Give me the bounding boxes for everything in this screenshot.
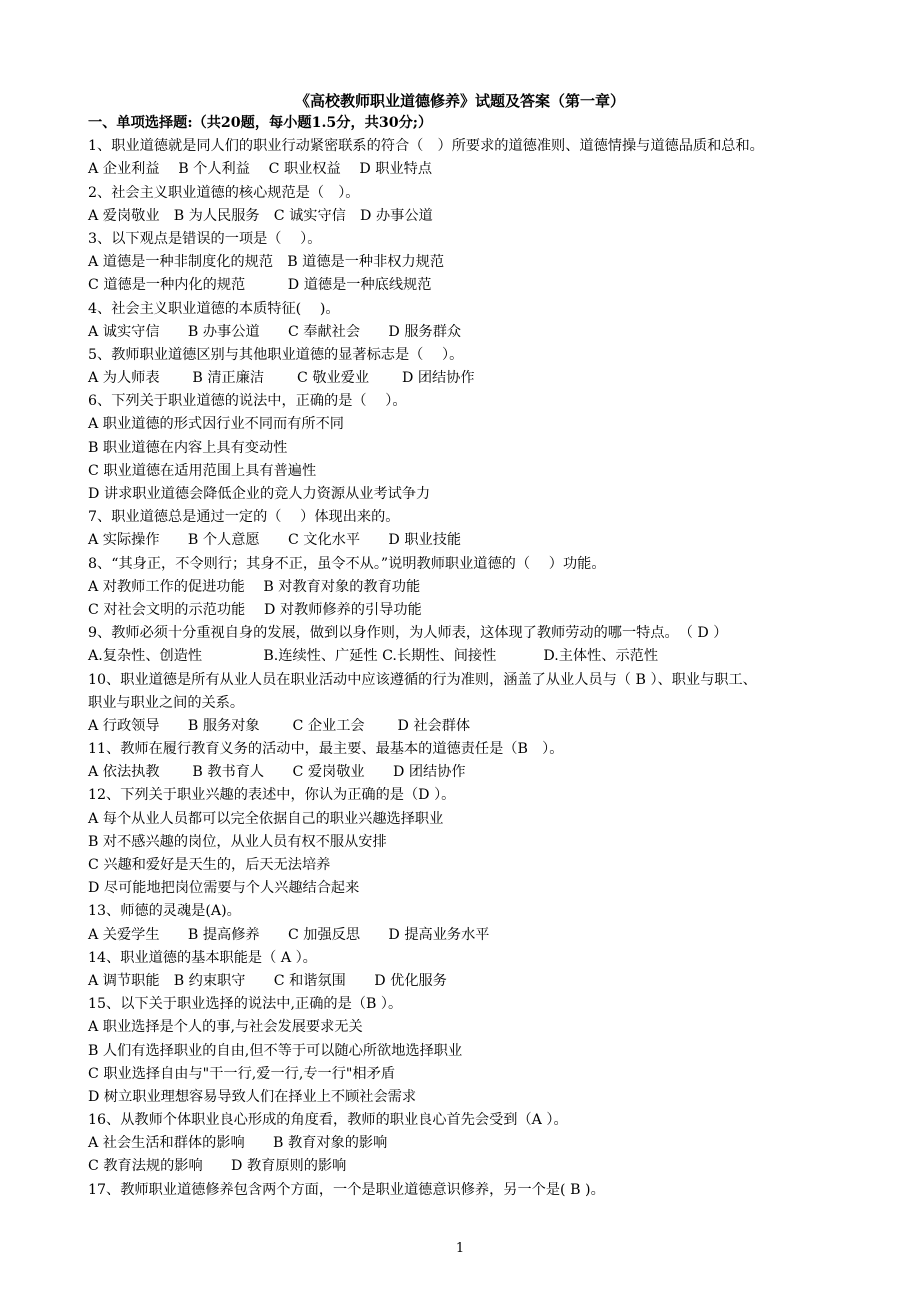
- text-line: A 职业选择是个人的事,与社会发展要求无关: [88, 1019, 363, 1036]
- text-line: 16、从教师个体职业良心形成的角度看，教师的职业良心首先会受到（A ）。: [88, 1112, 568, 1129]
- text-line: B 对不感兴趣的岗位，从业人员有权不服从安排: [88, 833, 387, 850]
- text-line: C 职业选择自由与"干一行,爱一行,专一行"相矛盾: [88, 1065, 396, 1082]
- question-list: [88, 112, 868, 1202]
- text-line: C 道德是一种内化的规范 D 道德是一种底线规范: [88, 277, 432, 294]
- text-line: A 依法执教 B 教书育人 C 爱岗敬业 D 团结协作: [88, 764, 466, 781]
- text-line: A 企业利益 B 个人利益 C 职业权益 D 职业特点: [88, 161, 433, 178]
- text-line: 6、下列关于职业道德的说法中，正确的是（ ）。: [88, 393, 407, 410]
- text-line: C 职业道德在适用范围上具有普遍性: [88, 462, 317, 479]
- text-line: A 为人师表 B 清正廉洁 C 敬业爱业 D 团结协作: [88, 370, 475, 387]
- document-title: 《高校教师职业道德修养》试题及答案（第一章）: [294, 92, 625, 110]
- section-heading: 一、单项选择题:（共20题，每小题1.5分，共30分;）: [88, 115, 433, 131]
- text-line: 15、以下关于职业选择的说法中,正确的是（B ）。: [88, 996, 403, 1013]
- text-line: A 关爱学生 B 提高修养 C 加强反思 D 提高业务水平: [88, 926, 490, 943]
- text-line: A 职业道德的形式因行业不同而有所不同: [88, 416, 344, 433]
- text-line: 9、教师必须十分重视自身的发展，做到以身作则，为人师表，这体现了教师劳动的哪一特点。 （ D ）: [88, 625, 728, 642]
- text-line: A 每个从业人员都可以完全依据自己的职业兴趣选择职业: [88, 810, 444, 827]
- text-line: D 尽可能地把岗位需要与个人兴趣结合起来: [88, 880, 360, 897]
- text-line: D 树立职业理想容易导致人们在择业上不顾社会需求: [88, 1088, 417, 1105]
- text-line: A 社会生活和群体的影响 B 教育对象的影响: [88, 1135, 388, 1152]
- text-line: A 道德是一种非制度化的规范 B 道德是一种非权力规范: [88, 254, 445, 271]
- text-line: 3、以下观点是错误的一项是（ ）。: [88, 230, 322, 247]
- text-line: 12、下列关于职业兴趣的表述中，你认为正确的是（D ）。: [88, 787, 456, 804]
- text-line: D 讲求职业道德会降低企业的竞人力资源从业考试争力: [88, 486, 431, 502]
- page-number: 1: [455, 1241, 465, 1256]
- text-line: 14、职业道德的基本职能是（ A ）。: [88, 949, 317, 966]
- text-line: 17、教师职业道德修养包含两个方面，一个是职业道德意识修养，另一个是( B )。: [88, 1181, 605, 1198]
- text-line: A 行政领导 B 服务对象 C 企业工会 D 社会群体: [88, 717, 471, 734]
- text-line: A.复杂性、创造性 B.连续性、广延性 C.长期性、间接性 D.主体性、示范性: [88, 648, 659, 665]
- text-line: A 实际操作 B 个人意愿 C 文化水平 D 职业技能: [88, 532, 462, 549]
- text-line: C 对社会文明的示范功能 D 对教师修养的引导功能: [88, 601, 422, 618]
- text-line: C 兴趣和爱好是天生的，后天无法培养: [88, 857, 331, 873]
- text-line: C 教育法规的影响 D 教育原则的影响: [88, 1158, 347, 1175]
- text-line: 11、教师在履行教育义务的活动中，最主要、最基本的道德责任是（B ）。: [88, 741, 564, 758]
- text-line: 职业与职业之间的关系。: [88, 694, 245, 711]
- text-line: A 调节职能 B 约束职守 C 和谐氛围 D 优化服务: [88, 972, 447, 989]
- text-line: B 职业道德在内容上具有变动性: [88, 439, 288, 456]
- text-line: A 对教师工作的促进功能 B 对教育对象的教育功能: [88, 578, 421, 595]
- text-line: 2、社会主义职业道德的核心规范是（ ）。: [88, 184, 360, 201]
- text-line: 1、职业道德就是同人们的职业行动紧密联系的符合（ ）所要求的道德准则、道德情操与道德品质和总和。: [88, 138, 764, 155]
- text-line: A 爱岗敬业 B 为人民服务 C 诚实守信 D 办事公道: [88, 207, 433, 224]
- text-line: 5、教师职业道德区别与其他职业道德的显著标志是（ ）。: [88, 346, 464, 363]
- text-line: 8、“其身正，不令则行；其身不正，虽令不从。”说明教师职业道德的（ ）功能。: [88, 555, 606, 572]
- text-line: 7、职业道德总是通过一定的（ ）体现出来的。: [88, 509, 400, 526]
- text-line: A 诚实守信 B 办事公道 C 奉献社会 D 服务群众: [88, 323, 462, 340]
- text-line: 4、社会主义职业道德的本质特征( )。: [88, 300, 340, 317]
- text-line: 10、职业道德是所有从业人员在职业活动中应该遵循的行为准则，涵盖了从业人员与（ B ）、职业与职工、: [88, 671, 757, 688]
- text-line: B 人们有选择职业的自由,但不等于可以随心所欲地选择职业: [88, 1042, 463, 1059]
- text-line: 13、师德的灵魂是(A)。: [88, 903, 241, 920]
